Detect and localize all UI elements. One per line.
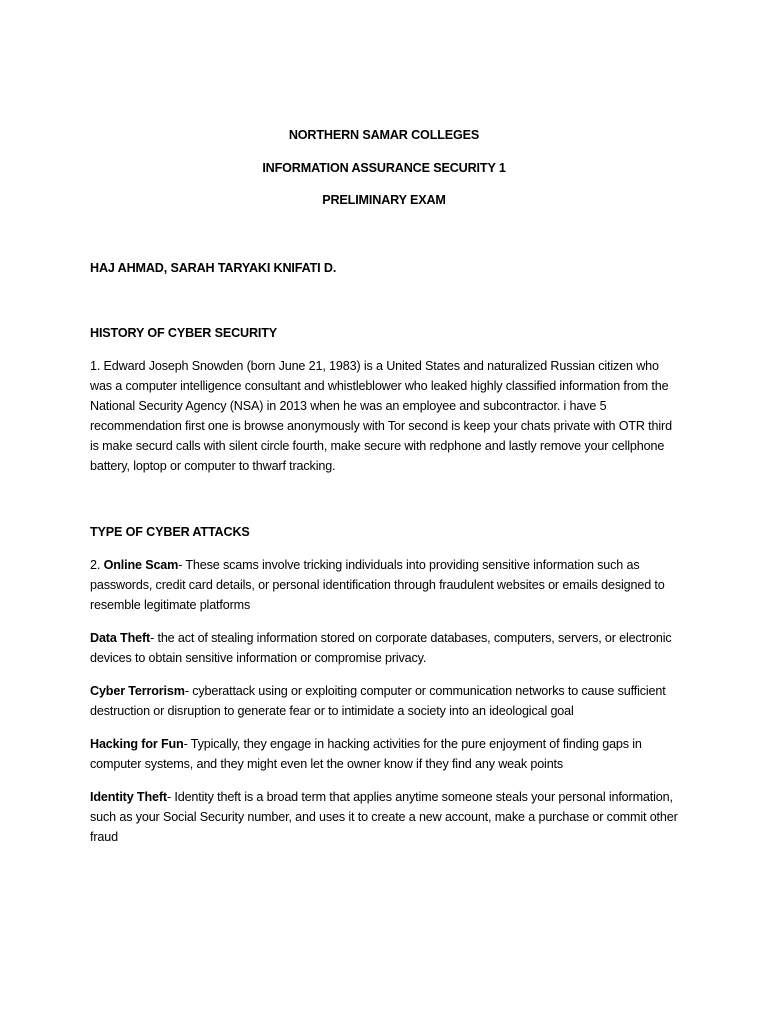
attack-term: Identity Theft (90, 790, 167, 804)
attack-item-identity-theft (90, 787, 680, 847)
institution-heading: NORTHERN SAMAR COLLEGES (288, 128, 480, 142)
attack-description: - cyberattack using or exploiting computer or communication networks to cause sufficient destruction or disruption to generate fear or to intimidate a society into an ideological goal (90, 684, 666, 718)
attack-item-online-scam (90, 555, 680, 615)
history-section-heading: HISTORY OF CYBER SECURITY (90, 326, 278, 340)
item-number: 2. (90, 558, 104, 572)
attack-item-hacking-for-fun (90, 734, 680, 774)
attack-term: Online Scam (103, 558, 179, 572)
attack-term: Data Theft (90, 631, 151, 645)
attack-item-cyber-terrorism (90, 681, 680, 721)
attack-description: - Typically, they engage in hacking activities for the pure enjoyment of finding gaps in computer systems, and they might even let the owner know if they find any weak points (90, 737, 642, 771)
attack-description: - Identity theft is a broad term that applies anytime someone steals your personal information, such as your Social Security number, and uses it to create a new account, make a purchase or commit other fraud (90, 790, 678, 844)
history-paragraph: 1. Edward Joseph Snowden (born June 21, 1983) is a United States and naturalized Russian citizen who was a computer intelligence consultant and whistleblower who leaked highly classified information from the National Security Agency (NSA) in 2013 when he was an employee and subcontractor. i have 5 recommendation first one is browse anonymously with Tor second is keep your chats private with OTR third is make securd calls with silent circle fourth, make secure with redphone and lastly remove your cellphone battery, loptop or computer to thwarf tracking. (90, 359, 672, 473)
attack-description: - the act of stealing information stored on corporate databases, computers, servers, or electronic devices to obtain sensitive information or compromise privacy. (90, 631, 672, 665)
attack-item-data-theft (90, 628, 680, 668)
attack-term: Hacking for Fun (90, 737, 184, 751)
exam-heading: PRELIMINARY EXAM (322, 193, 446, 207)
attack-description: - These scams involve tricking individuals into providing sensitive information such as passwords, credit card details, or personal identification through fraudulent websites or emails designed to resemble legitimate platforms (90, 558, 665, 612)
student-name: HAJ AHMAD, SARAH TARYAKI KNIFATI D. (90, 261, 337, 275)
course-heading: INFORMATION ASSURANCE SECURITY 1 (262, 161, 506, 175)
attack-term: Cyber Terrorism (90, 684, 185, 698)
attacks-section-heading: TYPE OF CYBER ATTACKS (90, 525, 250, 539)
